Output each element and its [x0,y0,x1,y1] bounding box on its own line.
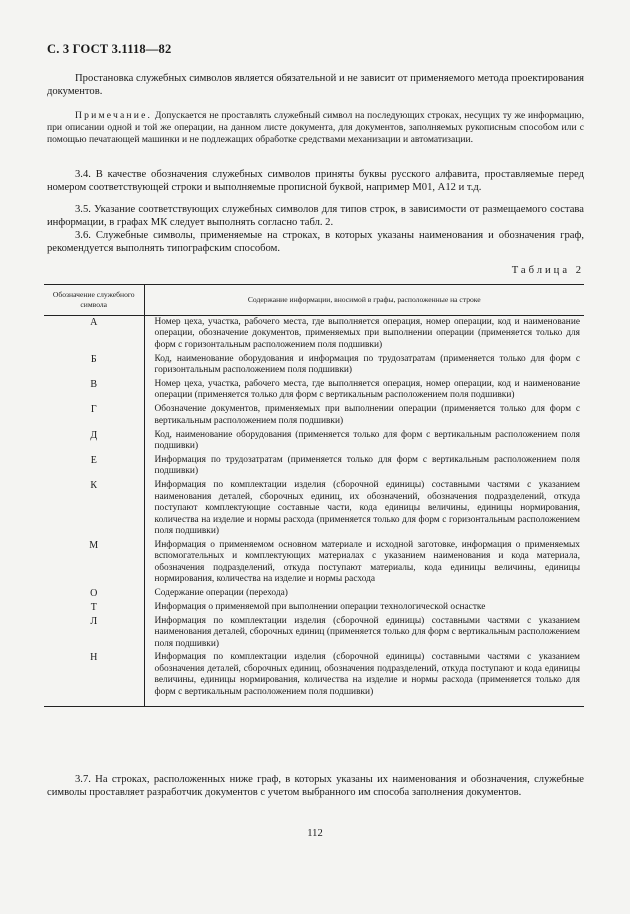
symbol-cell: Е [44,454,144,479]
description-cell: Информация по комплектации изделия (сборочной единицы) составными частями с указанием наименования деталей, сборочных единиц, их обозначений, обозначения подразделений, откуда поступают комплектующие составные части, кода единицы величины, единицы нормирования, количества на изделие и нормы расхода (применяется только для форм с горизонтальным расположением поля подшивки) [154,480,580,536]
table-caption: Таблица 2 [511,265,584,276]
symbol-cell: Д [44,429,144,454]
paragraph-3-6: 3.6. Служебные символы, применяемые на строках, в которых указаны наименования и обозначения граф, рекомендуется выполнять типографским способом. [47,230,584,255]
symbol-cell: В [44,378,144,403]
table-header-row [44,285,584,316]
table-row [44,353,584,378]
symbol-cell: Т [44,601,144,615]
table-row [44,479,584,539]
description-cell: Номер цеха, участка, рабочего места, где выполняется операция, номер операции, код и наименование операции, обозначение документов, применяемых при выполнении операции (применяется только для форм с горизонтальным расположением поля подшивки) [154,317,580,350]
symbol-cell: М [44,539,144,587]
symbol-cell: К [44,479,144,539]
description-cell: Информация о применяемом основном материале и исходной заготовке, информация о применяемых вспомогательных и комплектующих материалах с указанием наименования и кода материала, обозначения подразделений, откуда поступают материалы, кода единицы величины, единицы нормирования, количества на изделие и нормы расхода [154,539,580,585]
table-row [44,403,584,428]
table-row [44,454,584,479]
table-row [44,316,584,353]
table-row [44,587,584,601]
paragraph-3-4: 3.4. В качестве обозначения служебных символов приняты буквы русского алфавита, проставляемые перед номером соответствующей строки и выполняемые прописной буквой, например М01, А12 и т.д. [47,169,584,194]
symbol-cell: Г [44,403,144,428]
page-header: С. 3 ГОСТ 3.1118—82 [47,42,172,56]
description-cell: Обозначение документов, применяемых при выполнении операции (применяется только для форм с вертикальным расположением поля подшивки) [154,404,580,426]
description-cell: Информация по комплектации изделия (сборочной единицы) составными частями с указанием наименования деталей, сборочных единиц (применяется только для форм с вертикальным расположением поля подшивки) [154,615,580,649]
description-cell: Номер цеха, участка, рабочего места, где выполняется операция, номер операции, код и наименование операции (применяется только для форм с вертикальным расположением поля подшивки) [154,379,580,401]
table-row [44,539,584,587]
table-row [44,601,584,615]
description-cell: Код, наименование оборудования (применяется только для форм с вертикальным расположением поля подшивки) [154,429,580,452]
paragraph-3-5: 3.5. Указание соответствующих служебных символов для типов строк, в зависимости от размещаемого состава информации, в графах МК следует выполнять согласно табл. 2. [47,204,584,229]
col-header-content: Содержание информации, вносимой в графы, расположенные на строке [144,285,584,316]
note-label: Примечание. [75,110,153,121]
table-row [44,651,584,706]
table-row [44,615,584,652]
table-row [44,429,584,454]
description-cell: Информация о применяемой при выполнении операции технологической оснастке [154,601,486,612]
description-cell: Содержание операции (перехода) [154,587,288,598]
symbol-cell: Б [44,353,144,378]
description-cell: Информация по комплектации изделия (сборочной единицы) составными частями с указанием обозначения деталей, сборочных единиц, обозначения подразделений, откуда поступают и кода единицы величины, единицы нормирования, количества на изделие и нормы расхода (применяется только для форм с вертикальным расположением поля подшивки) [144,651,584,706]
symbol-cell: Л [44,615,144,652]
description-cell: Информация по трудозатратам (применяется только для форм с вертикальным расположением поля подшивки) [154,454,580,477]
table-body [44,316,584,707]
note-paragraph [47,110,584,145]
symbols-table [44,284,584,707]
col-header-symbol: Обозначение служебного символа [44,285,144,316]
table-row [44,378,584,403]
paragraph-3-7: 3.7. На строках, расположенных ниже граф, в которых указаны их наименования и обозначения, служебные символы проставляет разработчик документов с учетом выбранного им способа заполнения документов. [47,774,584,799]
symbol-cell: О [44,587,144,601]
page-number: 112 [307,828,323,839]
note-text: Допускается не проставлять служебный символ на последующих строках, несущих ту же информацию, при описании одной и той же операции, на данном листе документа, для документов, заполняемых рукописным способом или с помощью печатающей машинки и не подлежащих обработке средствами механизации и автоматизации. [47,110,584,145]
description-cell: Код, наименование оборудования и информация по трудозатратам (применяется только для форм с горизонтальным расположением поля подшивки) [154,353,580,376]
paragraph-marking-mandatory: Простановка служебных символов является обязательной и не зависит от применяемого метода проектирования документов. [47,73,584,98]
symbol-cell: А [44,316,144,353]
symbol-cell: Н [44,651,144,706]
